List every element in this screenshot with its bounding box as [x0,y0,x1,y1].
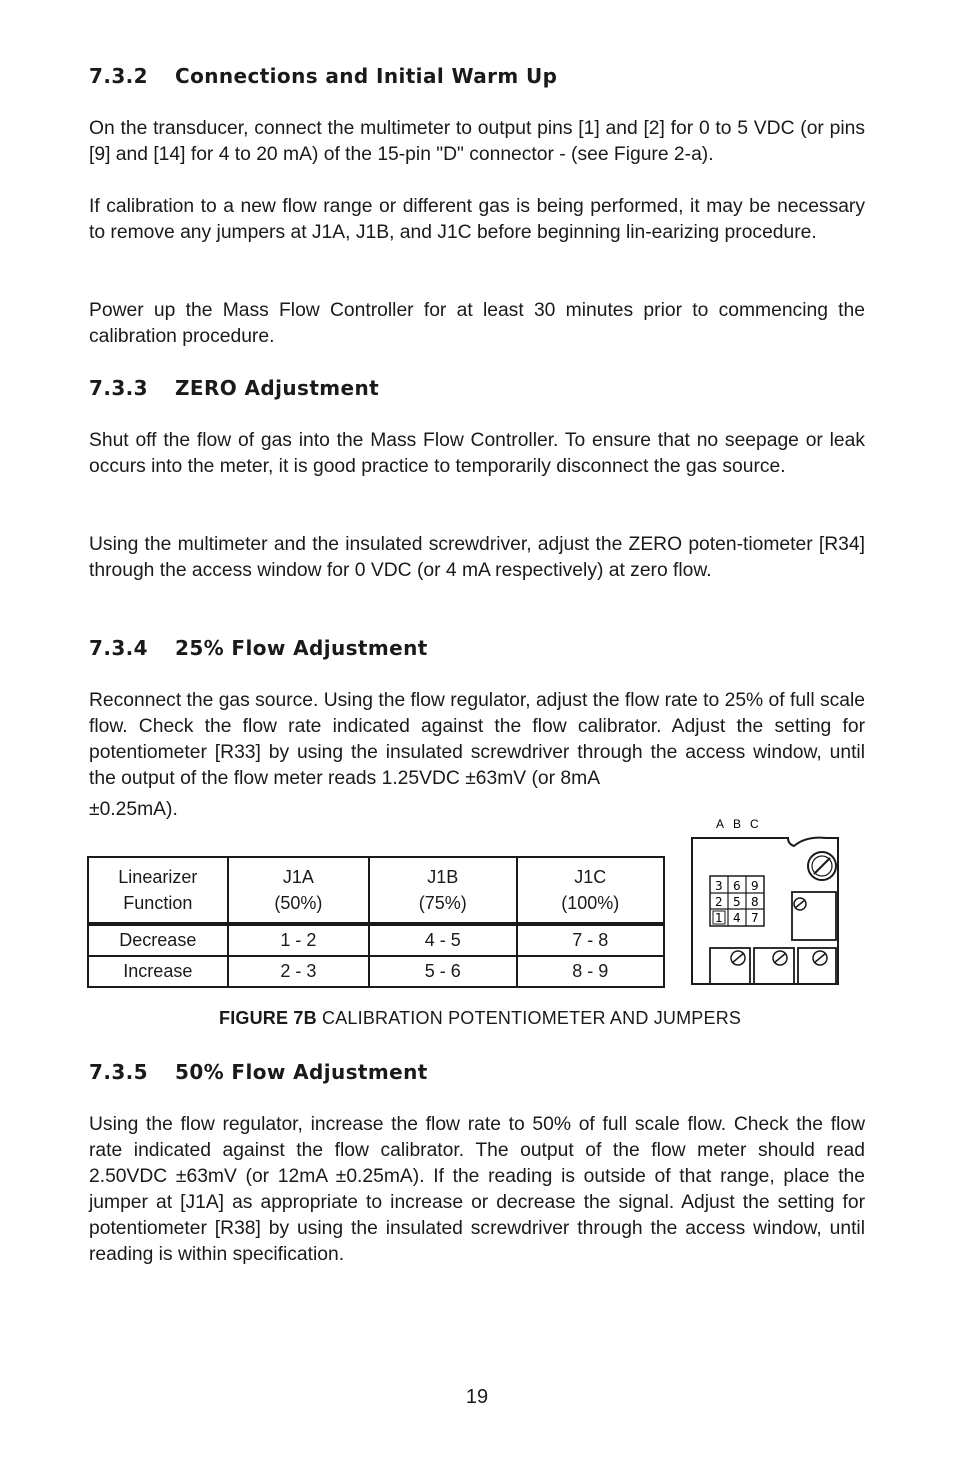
jumper-board-diagram [688,812,844,992]
pin-label: 1 [715,911,723,925]
table-header-cell: J1C (100%) [517,857,665,924]
section-heading-7-3-2: 7.3.2 Connections and Initial Warm Up [89,64,558,88]
potentiometer-housing [792,892,836,940]
table-cell: 7 - 8 [517,924,665,956]
figure-caption [219,1008,741,1029]
table-row [88,956,664,987]
table-header-row [88,857,664,924]
paragraph: ±0.25mA). [89,799,178,820]
table-header-cell: Linearizer Function [88,857,228,924]
pin-label: 8 [751,895,759,909]
pin-label: 9 [751,879,759,893]
figure-caption-text: CALIBRATION POTENTIOMETER AND JUMPERS [316,1008,742,1028]
pin-label: 4 [733,911,741,925]
paragraph: Reconnect the gas source. Using the flow regulator, adjust the flow rate to 25% of full scale flow. Check the flow rate indicated against the flow calibrator. Adjust the setting for potentiometer [R33] by using the insulated screwdriver through the access window, until the output of the flow meter reads 1.25VDC ±63mV (or 8mA [89,690,865,789]
paragraph: On the transducer, connect the multimeter to output pins [1] and [2] for 0 to 5 VDC (or pins [9] and [14] for 4 to 20 mA) of the 15-pin "D" connector - (see Figure 2-a). [89,118,865,165]
trim-potentiometer-icon [710,948,750,984]
table-cell: 8 - 9 [517,956,665,987]
trim-screw-icon [794,898,806,910]
zero-potentiometer-icon [808,852,836,880]
table-row [88,924,664,956]
page-number: 19 [465,1386,489,1408]
section-heading-7-3-3: 7.3.3 ZERO Adjustment [89,376,380,400]
table-header-cell: J1B (75%) [369,857,516,924]
section-heading-7-3-4: 7.3.4 25% Flow Adjustment [89,636,428,660]
paragraph: Power up the Mass Flow Controller for at least 30 minutes prior to commencing the calibration procedure. [89,300,865,347]
paragraph: If calibration to a new flow range or different gas is being performed, it may be necessary to remove any jumpers at J1A, J1B, and J1C before beginning lin-earizing procedure. [89,196,865,243]
table-cell: Decrease [88,924,228,956]
table-cell: 4 - 5 [369,924,516,956]
pin-label: 6 [733,879,741,893]
column-label-a: A [716,817,725,831]
section-heading-7-3-5: 7.3.5 50% Flow Adjustment [89,1060,428,1084]
column-label-c: C [750,817,759,831]
pin-label: 2 [715,895,723,909]
linearizer-table [87,856,665,988]
column-label-b: B [733,817,742,831]
paragraph: Using the flow regulator, increase the flow rate to 50% of full scale flow. Check the flow rate indicated against the flow calibrator. The output of the flow meter should read 2.50VDC ±63mV (or 12mA ±0.25mA). If the reading is outside of that range, place the jumper at [J1A] as appropriate to increase or decrease the signal. Adjust the setting for potentiometer [R38] by using the insulated screwdriver through the access window, until reading is within specification. [89,1114,865,1265]
table-cell: 5 - 6 [369,956,516,987]
pin-label: 7 [751,911,759,925]
pin-label: 5 [733,895,741,909]
pin-grid [710,876,764,926]
pin-label: 3 [715,879,723,893]
paragraph: Using the multimeter and the insulated screwdriver, adjust the ZERO poten-tiometer [R34] through the access window for 0 VDC (or 4 mA respectively) at zero flow. [89,534,865,581]
table-cell: 2 - 3 [228,956,369,987]
table-cell: Increase [88,956,228,987]
trim-potentiometer-icon [754,948,794,984]
figure-label: FIGURE 7B [219,1008,317,1028]
trim-potentiometer-icon [798,948,836,984]
table-cell: 1 - 2 [228,924,369,956]
table-header-cell: J1A (50%) [228,857,369,924]
paragraph: Shut off the flow of gas into the Mass Flow Controller. To ensure that no seepage or leak occurs into the meter, it is good practice to temporarily disconnect the gas source. [89,430,865,477]
